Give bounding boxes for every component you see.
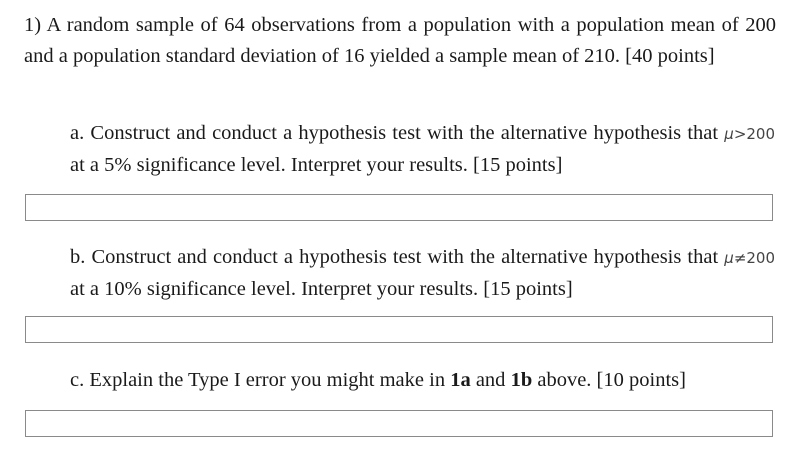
question-body: A random sample of 64 observations from a population with a population mean of 200 and a population standard deviation of 16 yielded a sample mean of 210. [40 points]	[24, 14, 776, 67]
part-a-prompt	[70, 118, 775, 181]
part-a-text-after: at a 5% significance level. Interpret your results. [15 points]	[70, 154, 563, 176]
part-b-hypothesis	[724, 249, 775, 267]
answer-box-b[interactable]	[25, 316, 773, 343]
part-b-text-before: Construct and conduct a hypothesis test with the alternative hypothesis that	[91, 246, 719, 268]
answer-box-c[interactable]	[25, 410, 773, 437]
question-1-text	[24, 10, 776, 72]
part-c-text-before: Explain the Type I error you might make in	[89, 369, 446, 391]
part-c-prompt	[70, 365, 775, 396]
mu-symbol: μ	[724, 249, 734, 267]
part-b-label: b.	[70, 246, 86, 268]
part-c-text-after: above. [10 points]	[537, 369, 686, 391]
part-a-text-before: Construct and conduct a hypothesis test with the alternative hypothesis that	[90, 122, 719, 144]
operator: >	[733, 125, 747, 143]
part-a-hypothesis	[724, 125, 775, 143]
part-b-text-after: at a 10% significance level. Interpret your results. [15 points]	[70, 278, 573, 300]
hypothesis-value: 200	[746, 125, 776, 143]
part-c-ref-1a: 1a	[450, 369, 471, 391]
part-c-label: c.	[70, 369, 85, 391]
part-c-ref-1b: 1b	[510, 369, 533, 391]
mu-symbol: μ	[724, 125, 734, 143]
part-a-label: a.	[70, 122, 85, 144]
answer-box-a[interactable]	[25, 194, 773, 221]
part-b-prompt	[70, 242, 775, 305]
operator: ≠	[733, 249, 747, 267]
question-number: 1)	[24, 14, 42, 36]
part-c-text-middle: and	[475, 369, 506, 391]
hypothesis-value: 200	[746, 249, 776, 267]
